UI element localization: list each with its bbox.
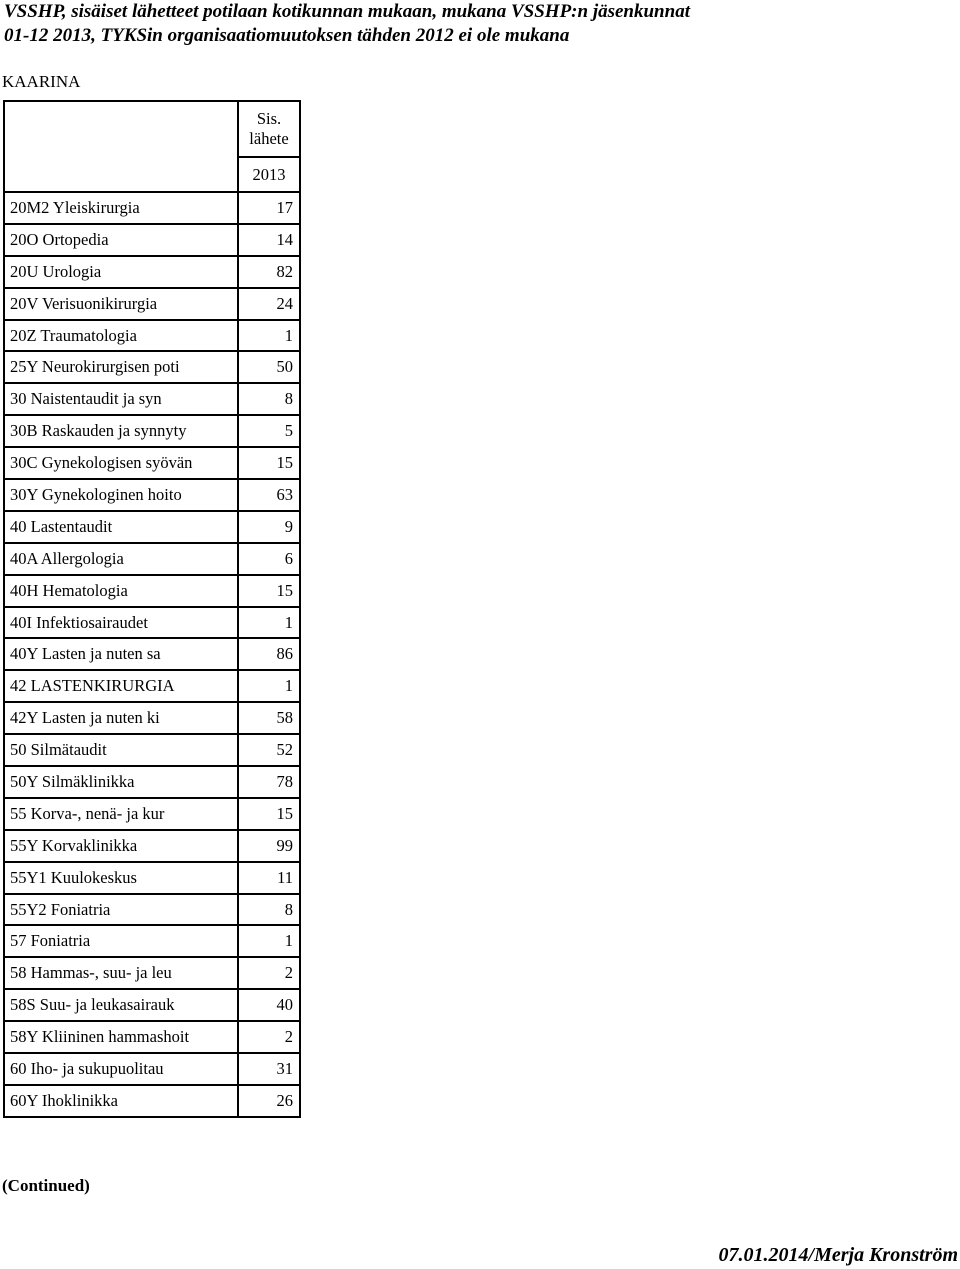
table-row	[4, 320, 300, 352]
referral-count-cell: 63	[238, 479, 300, 511]
table-row	[4, 1085, 300, 1117]
referral-count-cell: 11	[238, 862, 300, 894]
referral-count-cell: 24	[238, 288, 300, 320]
report-title	[4, 0, 954, 48]
referral-count-cell: 8	[238, 894, 300, 926]
table-row	[4, 1053, 300, 1085]
referral-count-cell: 50	[238, 351, 300, 383]
referral-count-cell: 5	[238, 415, 300, 447]
header-label-cell: Sis. lähete	[238, 101, 300, 157]
referral-count-cell: 8	[238, 383, 300, 415]
table-year-row	[4, 157, 300, 192]
department-name-cell: 20O Ortopedia	[4, 224, 238, 256]
referral-count-cell: 1	[238, 670, 300, 702]
department-name-cell: 20U Urologia	[4, 256, 238, 288]
report-title-line-2: 01-12 2013, TYKSin organisaatiomuutoksen tähden 2012 ei ole mukana	[4, 25, 570, 46]
department-name-cell: 40I Infektiosairaudet	[4, 607, 238, 639]
department-name-cell: 40 Lastentaudit	[4, 511, 238, 543]
table-row	[4, 479, 300, 511]
referral-count-cell: 86	[238, 638, 300, 670]
referral-count-cell: 15	[238, 798, 300, 830]
department-name-cell: 58 Hammas-, suu- ja leu	[4, 957, 238, 989]
department-name-cell: 20Z Traumatologia	[4, 320, 238, 352]
table-row	[4, 383, 300, 415]
table-row	[4, 447, 300, 479]
referral-count-cell: 1	[238, 320, 300, 352]
footer-signature: 07.01.2014/Merja Kronström	[718, 1244, 958, 1266]
referral-count-cell: 14	[238, 224, 300, 256]
table-row	[4, 575, 300, 607]
referral-count-cell: 1	[238, 607, 300, 639]
report-title-line-1: VSSHP, sisäiset lähetteet potilaan kotikunnan mukaan, mukana VSSHP:n jäsenkunnat	[4, 1, 690, 22]
department-name-cell: 55Y1 Kuulokeskus	[4, 862, 238, 894]
table-row	[4, 766, 300, 798]
department-name-cell: 20M2 Yleiskirurgia	[4, 192, 238, 224]
referral-count-cell: 99	[238, 830, 300, 862]
table-row	[4, 224, 300, 256]
table-row	[4, 734, 300, 766]
department-name-cell: 30B Raskauden ja synnyty	[4, 415, 238, 447]
referral-count-cell: 1	[238, 925, 300, 957]
table-row	[4, 830, 300, 862]
referral-count-cell: 78	[238, 766, 300, 798]
department-name-cell: 30 Naistentaudit ja syn	[4, 383, 238, 415]
header-year-cell: 2013	[238, 157, 300, 192]
department-name-cell: 55 Korva-, nenä- ja kur	[4, 798, 238, 830]
table-row	[4, 894, 300, 926]
table-row	[4, 1021, 300, 1053]
table-row	[4, 925, 300, 957]
department-name-cell: 40H Hematologia	[4, 575, 238, 607]
referral-count-cell: 82	[238, 256, 300, 288]
referral-count-cell: 58	[238, 702, 300, 734]
referral-count-cell: 52	[238, 734, 300, 766]
referral-count-cell: 26	[238, 1085, 300, 1117]
table-row	[4, 288, 300, 320]
referral-count-cell: 2	[238, 957, 300, 989]
referrals-table	[3, 100, 301, 1118]
table-row	[4, 862, 300, 894]
table-row	[4, 989, 300, 1021]
department-name-cell: 55Y Korvaklinikka	[4, 830, 238, 862]
table-row	[4, 192, 300, 224]
table-row	[4, 957, 300, 989]
department-name-cell: 42 LASTENKIRURGIA	[4, 670, 238, 702]
department-name-cell: 60 Iho- ja sukupuolitau	[4, 1053, 238, 1085]
department-name-cell: 58S Suu- ja leukasairauk	[4, 989, 238, 1021]
department-name-cell: 50Y Silmäklinikka	[4, 766, 238, 798]
municipality-label: KAARINA	[2, 72, 81, 91]
department-name-cell: 30C Gynekologisen syövän	[4, 447, 238, 479]
table-row	[4, 670, 300, 702]
table-row	[4, 543, 300, 575]
department-name-cell: 30Y Gynekologinen hoito	[4, 479, 238, 511]
table-row	[4, 702, 300, 734]
referral-count-cell: 15	[238, 575, 300, 607]
table-row	[4, 415, 300, 447]
department-name-cell: 58Y Kliininen hammashoit	[4, 1021, 238, 1053]
continued-note: (Continued)	[2, 1176, 90, 1195]
header-blank-cell	[4, 157, 238, 192]
department-name-cell: 40A Allergologia	[4, 543, 238, 575]
referral-count-cell: 31	[238, 1053, 300, 1085]
referral-count-cell: 6	[238, 543, 300, 575]
table-row	[4, 638, 300, 670]
table-row	[4, 607, 300, 639]
header-blank-cell	[4, 101, 238, 157]
referral-count-cell: 15	[238, 447, 300, 479]
referral-count-cell: 17	[238, 192, 300, 224]
department-name-cell: 42Y Lasten ja nuten ki	[4, 702, 238, 734]
table-row	[4, 256, 300, 288]
department-name-cell: 40Y Lasten ja nuten sa	[4, 638, 238, 670]
department-name-cell: 20V Verisuonikirurgia	[4, 288, 238, 320]
department-name-cell: 60Y Ihoklinikka	[4, 1085, 238, 1117]
referral-count-cell: 2	[238, 1021, 300, 1053]
table-header-row	[4, 101, 300, 157]
table-row	[4, 351, 300, 383]
department-name-cell: 57 Foniatria	[4, 925, 238, 957]
table-row	[4, 798, 300, 830]
referral-count-cell: 9	[238, 511, 300, 543]
department-name-cell: 50 Silmätaudit	[4, 734, 238, 766]
department-name-cell: 25Y Neurokirurgisen poti	[4, 351, 238, 383]
referral-count-cell: 40	[238, 989, 300, 1021]
table-row	[4, 511, 300, 543]
department-name-cell: 55Y2 Foniatria	[4, 894, 238, 926]
